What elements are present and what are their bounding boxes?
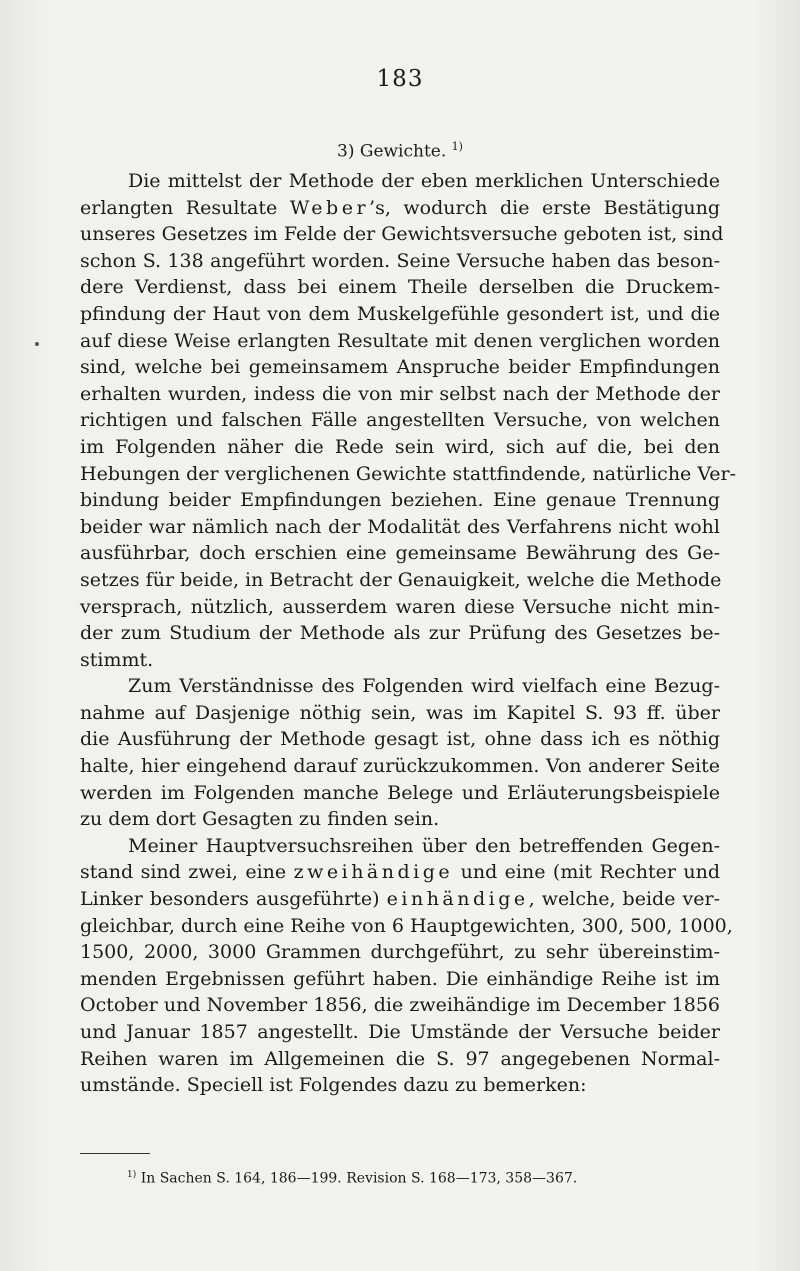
text-line (80, 620, 720, 647)
line-text: schon S. 138 angeführt worden. Seine Versuche haben das beson- (80, 249, 720, 272)
section-title: 3) Gewichte. (337, 141, 447, 162)
line-text: werden im Folgenden manche Belege und Erläuterungsbeispiele (80, 781, 720, 804)
line-text: Die mittelst der Methode der eben merklichen Unterschiede (128, 170, 720, 192)
line-text: die Ausführung der Methode gesagt ist, ohne dass ich es nöthig (80, 728, 720, 751)
text-line (80, 1046, 720, 1073)
text-line (80, 966, 720, 993)
line-text: zu dem dort Gesagten zu finden sein. (80, 808, 440, 831)
text-line (80, 407, 720, 434)
body-text (80, 168, 737, 1099)
text-line (80, 274, 720, 301)
text-line (80, 1019, 720, 1046)
line-text: Meiner Hauptversuchsreihen über den betreffenden Gegen- (128, 834, 720, 857)
text-line (80, 381, 720, 408)
line-text: Reihen waren im Allgemeinen die S. 97 angegebenen Normal- (80, 1047, 720, 1070)
text-line (80, 567, 720, 594)
text-line (80, 594, 720, 621)
line-text: unseres Gesetzes im Felde der Gewichtsversuche geboten ist, sind (80, 223, 724, 246)
text-line (80, 913, 733, 940)
text-line (80, 540, 720, 567)
line-text: setzes für beide, in Betracht der Genauigkeit, welche die Methode (80, 568, 722, 591)
text-line (80, 434, 720, 461)
section-footnote-ref: 1) (451, 140, 463, 153)
margin-speck (35, 342, 39, 346)
line-text: auf diese Weise erlangten Resultate mit denen verglichen worden (80, 329, 720, 352)
footnote-ref: 1) (127, 1170, 137, 1180)
line-text: umstände. Speciell ist Folgendes dazu zu bemerken: (80, 1074, 587, 1097)
line-text: erhalten wurden, indess die von mir selbst nach der Methode der (80, 382, 720, 405)
line-text: Hebungen der verglichenen Gewichte stattfindende, natürliche Ver- (80, 462, 737, 485)
emphasized-text: einhändige (386, 888, 529, 911)
text-line (80, 487, 720, 514)
text-line (80, 248, 720, 275)
line-text: sind, welche bei gemeinsamem Anspruche beider Empfindungen (80, 356, 720, 379)
section-heading (0, 140, 800, 162)
paragraph (80, 673, 720, 833)
line-text: richtigen und falschen Fälle angestellten Versuche, von welchen (80, 409, 720, 432)
line-text: October und November 1856, die zweihändige im December 1856 (80, 994, 720, 1017)
line-text: im Folgenden näher die Rede sein wird, sich auf die, bei den (80, 435, 720, 458)
line-text: und Januar 1857 angestellt. Die Umstände der Versuche beider (80, 1021, 720, 1043)
line-text: nahme auf Dasjenige nöthig sein, was im Kapitel S. 93 ff. über (80, 701, 720, 724)
text-line (80, 833, 720, 860)
text-line (80, 168, 720, 195)
text-line (80, 726, 720, 753)
footnote (127, 1170, 577, 1187)
line-text: 1500, 2000, 3000 Grammen durchgeführt, zu sehr übereinstim- (80, 941, 720, 964)
text-line (80, 1072, 720, 1099)
footnote-text: In Sachen S. 164, 186—199. Revision S. 168—173, 358—367. (140, 1170, 578, 1187)
line-text: bindung beider Empfindungen beziehen. Eine genaue Trennung (80, 489, 720, 512)
line-text: Linker besonders ausgeführte) (80, 888, 387, 911)
text-line (80, 753, 720, 780)
text-line (80, 806, 720, 833)
line-text-continued: , welche, beide ver- (528, 888, 720, 911)
emphasized-text: Weber (289, 196, 370, 219)
text-line (80, 301, 720, 328)
text-line (80, 939, 720, 966)
line-text: ausführbar, doch erschien eine gemeinsame Bewährung des Ge- (80, 542, 720, 565)
line-text: menden Ergebnissen geführt haben. Die einhändige Reihe ist im (80, 967, 720, 990)
footnote-rule (80, 1153, 150, 1154)
line-text: dere Verdienst, dass bei einem Theile derselben die Druckem- (80, 276, 720, 299)
line-text: versprach, nützlich, ausserdem waren diese Versuche nicht min- (80, 595, 720, 618)
line-text: beider war nämlich nach der Modalität des Verfahrens nicht wohl (80, 515, 720, 538)
text-line (80, 328, 720, 355)
text-line (80, 647, 720, 674)
page-number: 183 (376, 66, 424, 92)
line-text: der zum Studium der Methode als zur Prüfung des Gesetzes be- (80, 622, 720, 645)
text-line (80, 780, 720, 807)
line-text: stand sind zwei, eine (80, 861, 294, 884)
line-text: halte, hier eingehend darauf zurückzukommen. Von anderer Seite (80, 755, 720, 778)
line-text: erlangten Resultate (80, 196, 290, 219)
text-line (80, 673, 720, 700)
text-line (80, 195, 720, 222)
text-line (80, 461, 737, 488)
line-text: stimmt. (80, 648, 154, 671)
line-text-continued: ’s, wodurch die erste Bestätigung (369, 196, 720, 219)
line-text: pfindung der Haut von dem Muskelgefühle gesondert ist, und die (80, 302, 720, 325)
text-line (80, 514, 720, 541)
text-line (80, 992, 720, 1019)
line-text-continued: und eine (mit Rechter und (453, 861, 721, 884)
text-line (80, 221, 724, 248)
line-text: Zum Verständnisse des Folgenden wird vielfach eine Bezug- (128, 675, 720, 698)
text-line (80, 859, 720, 886)
text-line (80, 886, 720, 913)
paragraph (80, 168, 737, 673)
text-line (80, 354, 720, 381)
line-text: gleichbar, durch eine Reihe von 6 Hauptgewichten, 300, 500, 1000, (80, 914, 733, 937)
emphasized-text: zweihändige (293, 861, 454, 884)
text-line (80, 700, 720, 727)
paragraph (80, 833, 733, 1099)
